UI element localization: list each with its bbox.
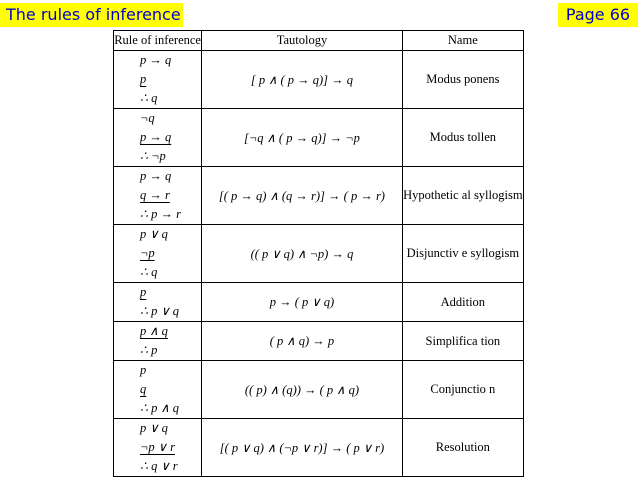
- table-row: [114, 167, 524, 225]
- premise: q: [140, 382, 147, 396]
- table-row: [114, 225, 524, 283]
- table-row: [114, 361, 524, 419]
- premise: ¬p ∨ r: [140, 440, 175, 454]
- table-header-row: [114, 31, 524, 51]
- rule-name-cell: Addition: [402, 283, 523, 322]
- rule-cell: [114, 283, 202, 322]
- rule-name-cell: Simplifica tion: [402, 322, 523, 361]
- conclusion: ∴ p ∨ q: [140, 304, 179, 318]
- premise: p → q: [140, 169, 172, 183]
- rule-name-cell: Modus tollen: [402, 109, 523, 167]
- conclusion: ∴ ¬p: [140, 149, 166, 163]
- conclusion: ∴ q ∨ r: [140, 459, 178, 473]
- column-header-tautology: Tautology: [202, 31, 402, 51]
- conclusion: ∴ q: [140, 91, 158, 105]
- rule-cell: [114, 109, 202, 167]
- tautology-cell: [( p → q) ∧ (q → r)] → ( p → r): [202, 167, 402, 225]
- rule-cell: [114, 419, 202, 477]
- premise: p ∧ q: [140, 324, 168, 338]
- rule-cell: [114, 361, 202, 419]
- rule-cell: [114, 225, 202, 283]
- inference-rules-table: [113, 30, 524, 477]
- page-number: Page 66: [558, 3, 638, 27]
- premise: ¬p: [140, 246, 155, 260]
- conclusion: ∴ p → r: [140, 207, 181, 221]
- premise: ¬q: [140, 111, 155, 125]
- rule-name-cell: Modus ponens: [402, 51, 523, 109]
- column-header-name: Name: [402, 31, 523, 51]
- column-header-rule: Rule of inference: [114, 31, 202, 51]
- conclusion: ∴ p: [140, 343, 158, 357]
- premise: p: [140, 363, 147, 377]
- tautology-cell: [¬q ∧ ( p → q)] → ¬p: [202, 109, 402, 167]
- tautology-cell: ( p ∧ q) → p: [202, 322, 402, 361]
- tautology-cell: [ p ∧ ( p → q)] → q: [202, 51, 402, 109]
- tautology-cell: (( p ∨ q) ∧ ¬p) → q: [202, 225, 402, 283]
- premise: p ∨ q: [140, 421, 168, 435]
- premise: p → q: [140, 130, 172, 144]
- table-row: [114, 51, 524, 109]
- rule-name-cell: Resolution: [402, 419, 523, 477]
- tautology-cell: (( p) ∧ (q)) → ( p ∧ q): [202, 361, 402, 419]
- rule-name-cell: Hypothetic al syllogism: [402, 167, 523, 225]
- premise: p → q: [140, 53, 172, 67]
- rule-cell: [114, 322, 202, 361]
- slide-title: The rules of inference: [0, 3, 183, 27]
- rule-name-cell: Disjunctiv e syllogism: [402, 225, 523, 283]
- table-row: [114, 109, 524, 167]
- rule-cell: [114, 167, 202, 225]
- conclusion: ∴ q: [140, 265, 158, 279]
- table-row: [114, 419, 524, 477]
- conclusion: ∴ p ∧ q: [140, 401, 179, 415]
- tautology-cell: p → ( p ∨ q): [202, 283, 402, 322]
- premise: p: [140, 72, 147, 86]
- rule-name-cell: Conjunctio n: [402, 361, 523, 419]
- premise: p ∨ q: [140, 227, 168, 241]
- rule-cell: [114, 51, 202, 109]
- table-row: [114, 322, 524, 361]
- table-row: [114, 283, 524, 322]
- tautology-cell: [( p ∨ q) ∧ (¬p ∨ r)] → ( p ∨ r): [202, 419, 402, 477]
- premise: q → r: [140, 188, 170, 202]
- premise: p: [140, 285, 147, 299]
